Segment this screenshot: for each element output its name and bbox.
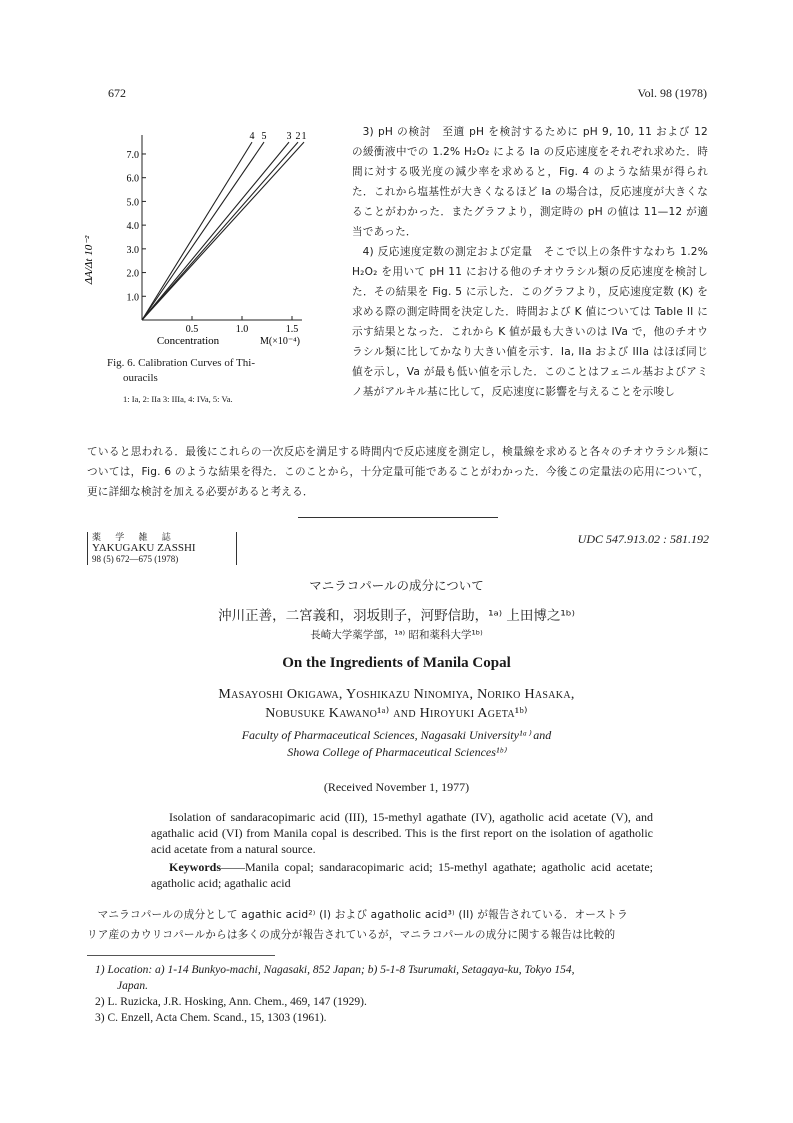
continuation-paragraph: ていると思われる．最後にこれらの一次反応を満足する時間内で反応速度を測定し，検量線を求めると各々のチオウラシル類については，Fig. 6 のような結果を得た．このことから，十分定量可能であることがわかった．今後この定量法の応用について，更に詳細な検討を加える必要があると考える． [87, 446, 709, 498]
footnotes [95, 962, 715, 1026]
volume-label: Vol. 98 (1978) [637, 86, 707, 100]
series-line-5 [142, 142, 264, 320]
right-column-text [352, 122, 708, 402]
page-number: 672 [108, 86, 126, 100]
journal-volume: 98 (5) 672—675 (1978) [92, 554, 179, 564]
x-tick-label: 1.5 [285, 324, 299, 335]
y-tick-label: 5.0 [126, 197, 139, 209]
calibration-chart [80, 120, 340, 350]
footnote-divider [87, 955, 275, 956]
series-label-4: 4 [249, 131, 255, 143]
section-ph: 3) pH の検討 至適 pH を検討するために pH 9, 10, 11 および 12 の緩衝液中での 1.2% H₂O₂ による Ia の反応速度をそれぞれ求めた．時間に対する吸光度の減少率を求めると，Fig. 4 のような結果が得られた．これから塩基性が大きくなるほど Ia の場合は，反応速度が大きくなることがわかった．またグラフより，測定時の pH の値は 11—12 が適当であった． [352, 126, 708, 238]
x-axis-unit: M(×10⁻⁴) [260, 336, 300, 347]
series-label-2: 2 [295, 131, 301, 143]
abstract-text: Isolation of sandaracopimaric acid (III), 15-methyl agathate (IV), agatholic acid acetate (V), and agathalic acid (VI) from Manila copal is described. This is the first report on the isolation of agatholic acid acetate from a natural source. [151, 810, 653, 856]
affiliation-english: Faculty of Pharmaceutical Sciences, Nagasaki University¹ᵃ⁾ and Showa College of Pharmaceutical Sciences¹ᵇ⁾ [241, 728, 552, 759]
figure-legend: 1: Ia, 2: IIa 3: IIIa, 4: IVa, 5: Va. [123, 394, 233, 404]
section-divider [298, 517, 498, 518]
series-label-1: 1 [301, 131, 307, 143]
y-tick-label: 7.0 [126, 149, 139, 161]
series-label-5: 5 [261, 131, 267, 143]
y-tick-label: 6.0 [126, 173, 139, 185]
journal-name-jp: 薬 学 雑 誌 [92, 532, 177, 542]
title-japanese: マニラコパールの成分について [309, 578, 484, 593]
abstract [151, 809, 653, 891]
y-tick-label: 1.0 [126, 292, 139, 304]
y-tick-label: 2.0 [126, 268, 139, 280]
series-line-4 [142, 142, 252, 320]
udc-code: UDC 547.913.02 : 581.192 [577, 532, 709, 546]
footnote-2: 2) L. Ruzicka, J.R. Hosking, Ann. Chem., 469, 147 (1929). [95, 996, 367, 1008]
series-line-1 [142, 142, 304, 320]
keywords-label: Keywords [169, 860, 221, 874]
affiliation-japanese: 長崎大学薬学部，¹ᵃ⁾ 昭和薬科大学¹ᵇ⁾ [310, 629, 483, 641]
journal-citation-box [87, 532, 237, 565]
intro-paragraph: マニラコパールの成分として agathic acid²⁾ (I) および agatholic acid³⁾ (II) が報告されている．オーストラ リア産のカウリコパールからは多くの成分が報告されているが，マニラコパールの成分に関する報告は比較的 [87, 909, 628, 941]
keywords [151, 859, 653, 891]
x-axis-label: Concentration [156, 335, 220, 347]
x-tick-label: 0.5 [185, 324, 199, 335]
series-line-2 [142, 142, 298, 320]
keywords-text: ——Manila copal; sandaracopimaric acid; 15-methyl agathate; agatholic acid acetate; agatholic acid; agathalic acid [151, 860, 653, 890]
figure-caption-line1: Fig. 6. Calibration Curves of Thi- [107, 357, 255, 369]
y-axis-label: ΔA/Δt 10⁻² [83, 235, 95, 285]
x-tick-label: 1.0 [235, 324, 249, 335]
authors-japanese: 沖川正善，二宮義和，羽坂則子，河野信助，¹ᵃ⁾ 上田博之¹ᵇ⁾ [218, 608, 575, 624]
footnote-3: 3) C. Enzell, Acta Chem. Scand., 15, 1303 (1961). [95, 1012, 327, 1024]
series-label-3: 3 [286, 131, 292, 143]
section-rate-constant: 4) 反応速度定数の測定および定量 そこで以上の条件すなわち 1.2% H₂O₂ を用いて pH 11 における他のチオウラシル類の反応速度を検討した．その結果を Fig. 5 に示した．このグラフより，反応速度定数 (K) を求める際の測定時間を決定した．時間および K 値については Table II に示す結果となった．これから K 値が最も大きいのは IVa で，他のチオウラシル類に比してかなり大きい値を示す．Ia, IIa および IIIa はほぼ同じ値を示し，Va が最も低い値を示した．このことはフェニル基およびアミノ基がアルキル基に比して，反応速度に影響を与えることを示唆し [352, 246, 708, 398]
authors-english: Masayoshi Okigawa, Yoshikazu Ninomiya, Noriko Hasaka, Nobusuke Kawano¹ᵃ⁾ and Hiroyuki Ageta¹ᵇ⁾ [218, 687, 575, 721]
footnote-1: 1) Location: a) 1-14 Bunkyo-machi, Nagasaki, 852 Japan; b) 5-1-8 Tsurumaki, Setagaya-ku, Tokyo 154, Japan. [95, 964, 575, 992]
title-english: On the Ingredients of Manila Copal [282, 655, 511, 671]
series-line-3 [142, 142, 289, 320]
y-tick-label: 3.0 [126, 244, 139, 256]
figure-caption-line2: ouracils [123, 372, 158, 384]
journal-name-en: YAKUGAKU ZASSHI [92, 542, 196, 554]
received-date: (Received November 1, 1977) [323, 780, 470, 794]
figure-caption [107, 356, 337, 407]
y-tick-label: 4.0 [126, 221, 139, 233]
